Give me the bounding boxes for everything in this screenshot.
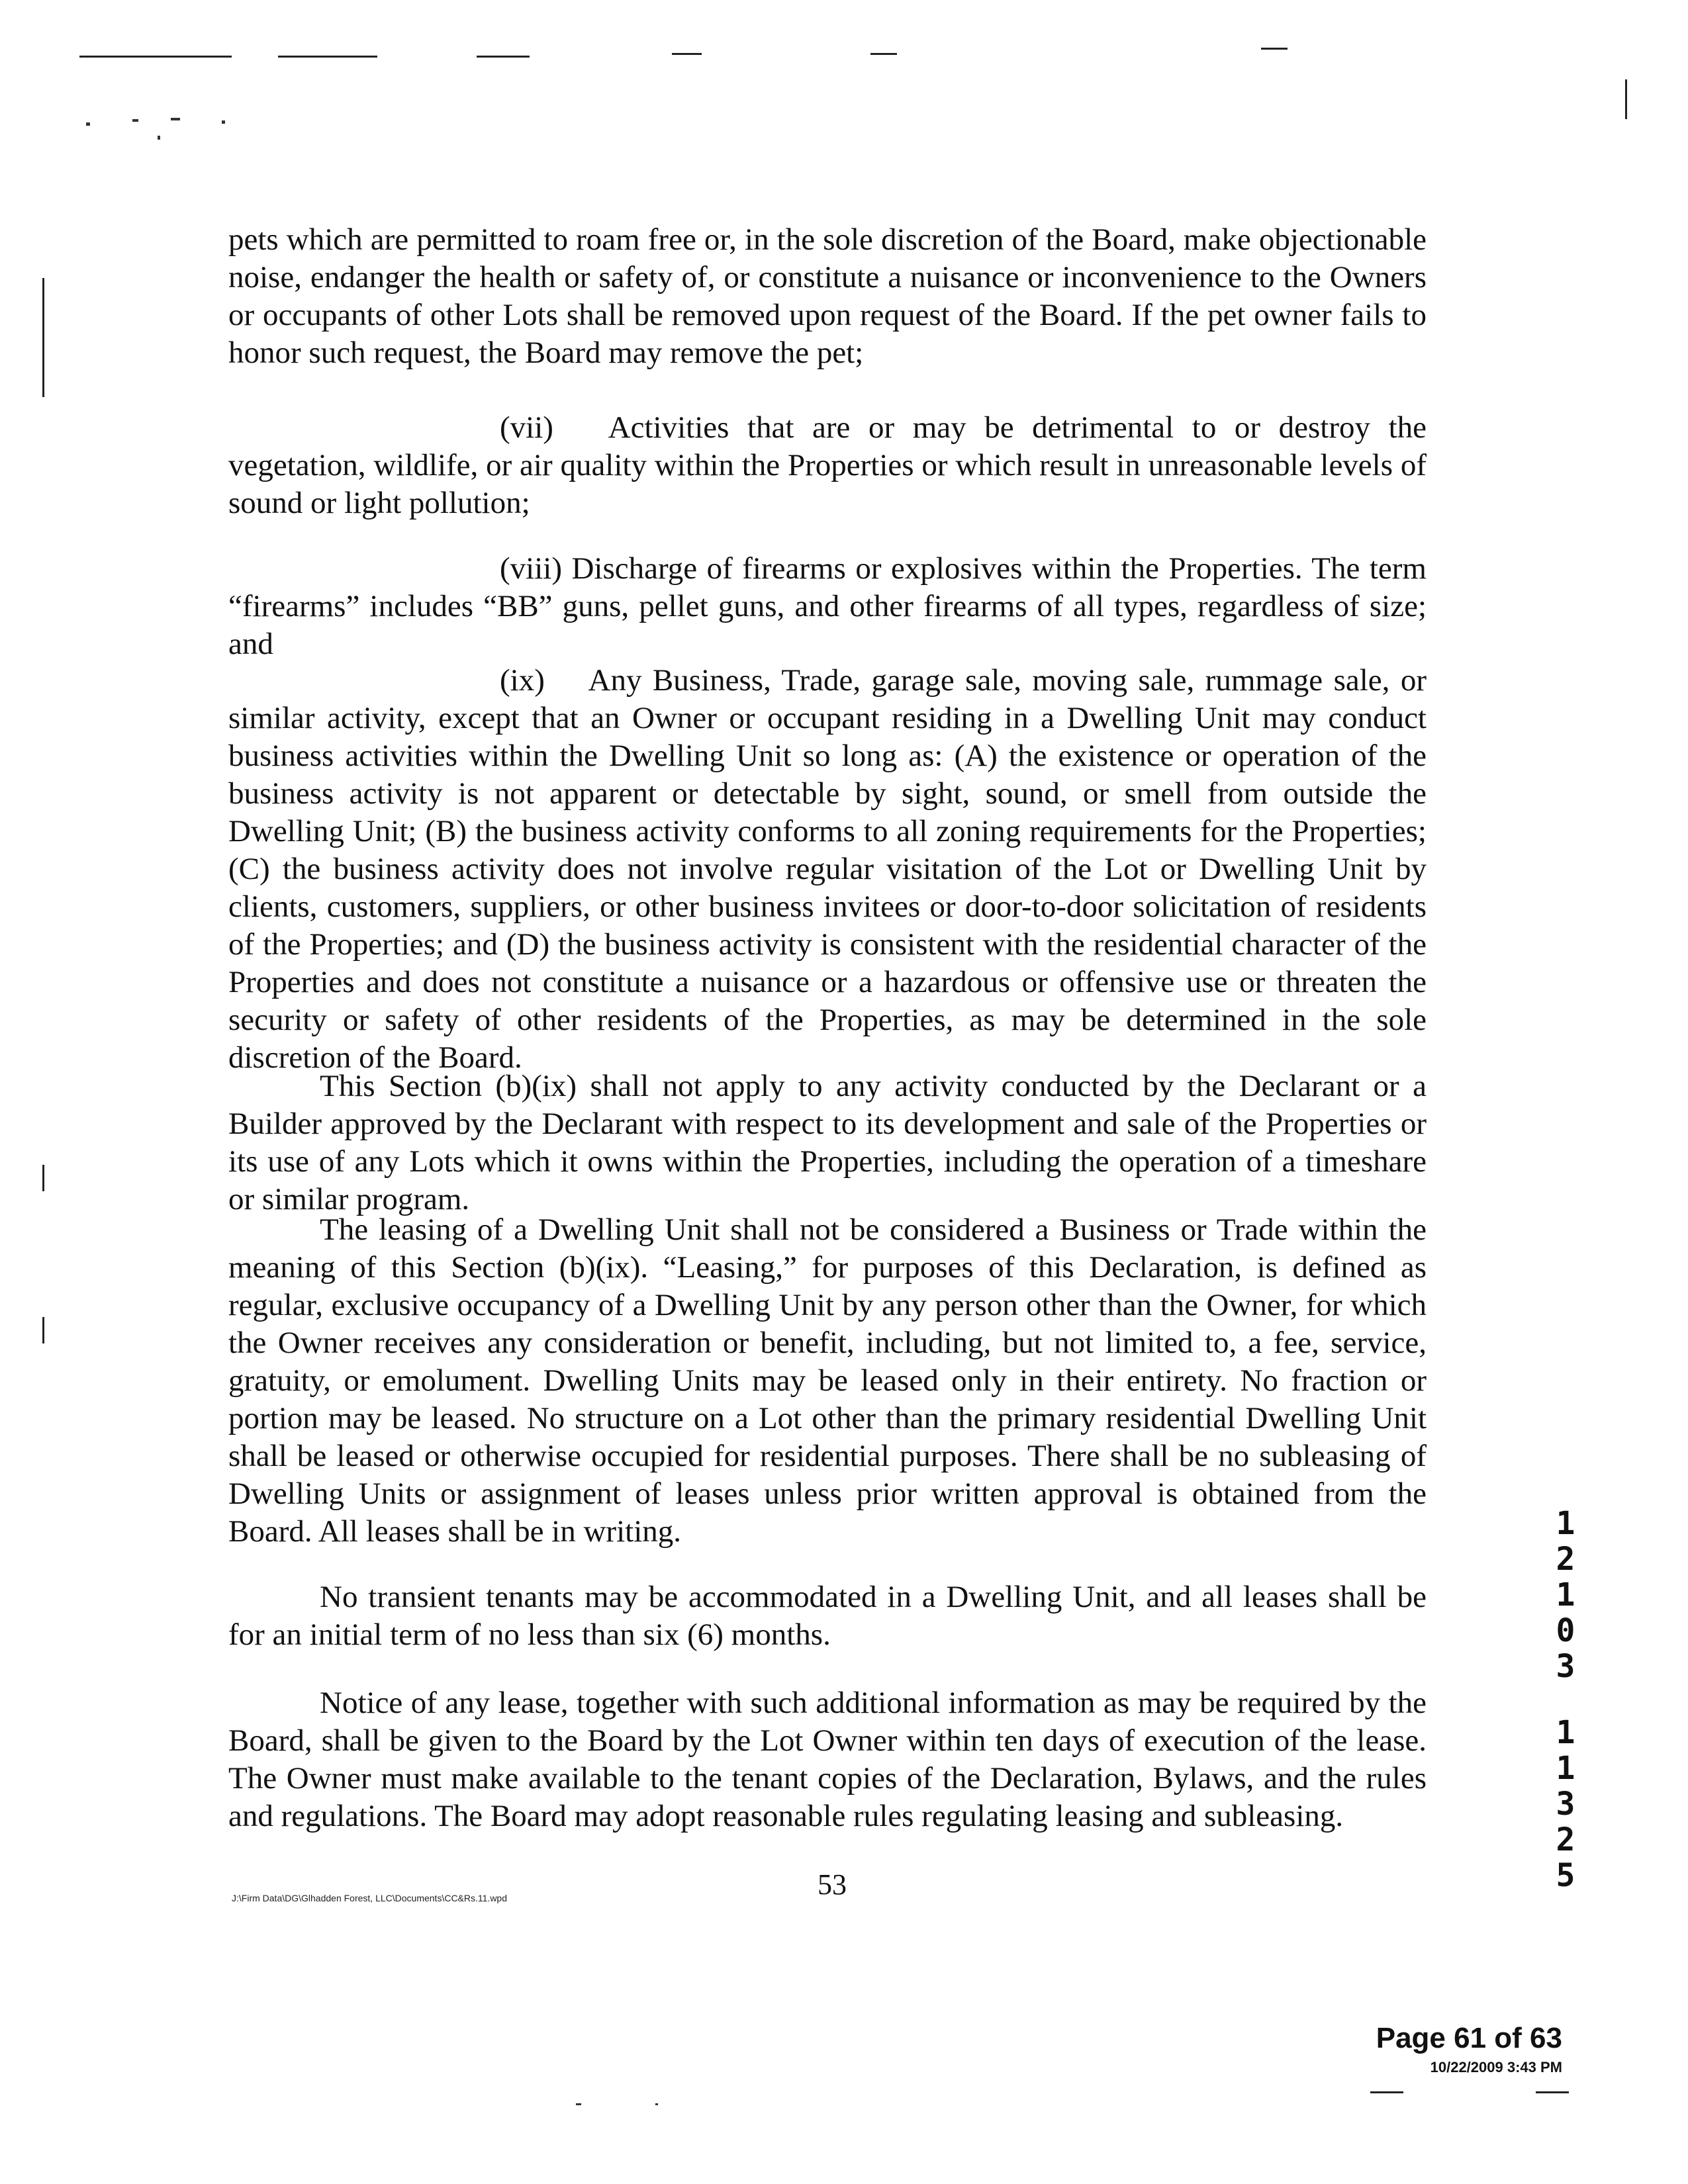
margin-mark-left-2 [42,1165,44,1191]
scan-artifact-bottom-2 [1536,2091,1569,2093]
side-digit: 2 [1556,1821,1575,1858]
paragraph-item-viii: (viii) Discharge of firearms or explosives within the Properties. The term “firearms” includes “BB” guns, pellet guns, and other firearms of all types, regardless of size; and [228,551,1427,661]
paragraph-lease-notice: Notice of any lease, together with such additional information as may be required by the Board, shall be given to the Board by the Lot Owner within ten days of execution of the lease. The Owner must make available to the tenant copies of the Declaration, Bylaws, and the rules and regulations. The Board may adopt reasonable rules regulating leasing and subleasing. [228,1686,1427,1833]
scan-artifact-top-6 [1261,48,1288,50]
paragraph-item-vii: (vii) Activities that are or may be detrimental to or destroy the vegetation, wildlife, or air quality within the Properties or which result in unreasonable levels of sound or light pollution; [228,410,1427,520]
side-digit: 3 [1556,1648,1575,1685]
scan-artifact-top-2 [278,56,377,58]
scan-artifact-top-5 [870,53,897,55]
side-digit: 1 [1556,1576,1575,1614]
scan-artifact-dot-1 [86,122,90,126]
side-digit: 1 [1556,1714,1575,1751]
side-digit: 5 [1556,1857,1575,1894]
paragraph-section-exemption: This Section (b)(ix) shall not apply to any activity conducted by the Declarant or a Builder approved by the Declarant with respect to its development and sale of the Properties or its use of any Lots which it owns within the Properties, including the operation of a timeshare or similar program. [228,1069,1427,1216]
scan-artifact-bottom-1 [1370,2091,1403,2093]
paragraph-item-ix: (ix) Any Business, Trade, garage sale, moving sale, rummage sale, or similar activity, except that an Owner or occupant residing in a Dwelling Unit may conduct business activities within the Dwelling Unit so long as: (A) the existence or operation of the business activity is not apparent or detectable by sight, sound, or smell from outside the Dwelling Unit; (B) the business activity conforms to all zoning requirements for the Properties; (C) the business activity does not involve regular visitation of the Lot or Dwelling Unit by clients, customers, suppliers, or other business invitees or door-to-door solicitation of residents of the Properties; and (D) the business activity is consistent with the residential character of the Properties and does not constitute a nuisance or a hazardous or offensive use or threaten the security or safety of other residents of the Properties, as may be determined in the sole discretion of the Board. [228,663,1427,1075]
scan-artifact-bottom-dot [576,2103,581,2105]
scan-artifact-top-4 [672,53,702,55]
scan-artifact-dot-5 [158,136,160,140]
margin-mark-left-3 [42,1317,44,1343]
margin-mark-right-1 [1625,79,1627,119]
scan-artifact-dot-3 [171,118,180,120]
page-number: 53 [818,1868,847,1901]
stamp-page-label: Page 61 of 63 [1376,2022,1562,2054]
scan-artifact-top-3 [477,56,530,58]
margin-mark-left-1 [42,278,44,397]
scan-artifact-dot-2 [132,119,138,122]
stamp-datetime: 10/22/2009 3:43 PM [1430,2059,1562,2075]
recording-stamp [1376,2022,1562,2076]
side-digit: 1 [1556,1750,1575,1787]
side-digit: 1 [1556,1505,1575,1542]
side-digit: 2 [1556,1541,1575,1578]
scan-artifact-bottom-dot [655,2103,658,2105]
scan-artifact-dot-4 [222,120,225,124]
paragraph-leasing: The leasing of a Dwelling Unit shall not be considered a Business or Trade within the meaning of this Section (b)(ix). “Leasing,” for purposes of this Declaration, is defined as regular, exclusive occupancy of a Dwelling Unit by any person other than the Owner, for which the Owner receives any consideration or benefit, including, but not limited to, a fee, service, gratuity, or emolument. Dwelling Units may be leased only in their entirety. No fraction or portion may be leased. No structure on a Lot other than the primary residential Dwelling Unit shall be leased or otherwise occupied for residential purposes. There shall be no subleasing of Dwelling Units or assignment of leases unless prior written approval is obtained from the Board. All leases shall be in writing. [228,1212,1427,1549]
paragraph-pets-continuation: pets which are permitted to roam free or, in the sole discretion of the Board, make objectionable noise, endanger the health or safety of, or constitute a nuisance or inconvenience to the Owners or occupants of other Lots shall be removed upon request of the Board. If the pet owner fails to honor such request, the Board may remove the pet; [228,222,1427,370]
footer-file-path: J:\Firm Data\DG\Glhadden Forest, LLC\Documents\CC&Rs.11.wpd [232,1893,508,1903]
paragraph-transient-tenants: No transient tenants may be accommodated in a Dwelling Unit, and all leases shall be for an initial term of no less than six (6) months. [228,1580,1427,1652]
scan-artifact-top-1 [79,56,232,58]
recording-side-number [1552,1506,1579,1893]
side-digit: 0 [1556,1612,1575,1649]
side-digit: 3 [1556,1786,1575,1823]
